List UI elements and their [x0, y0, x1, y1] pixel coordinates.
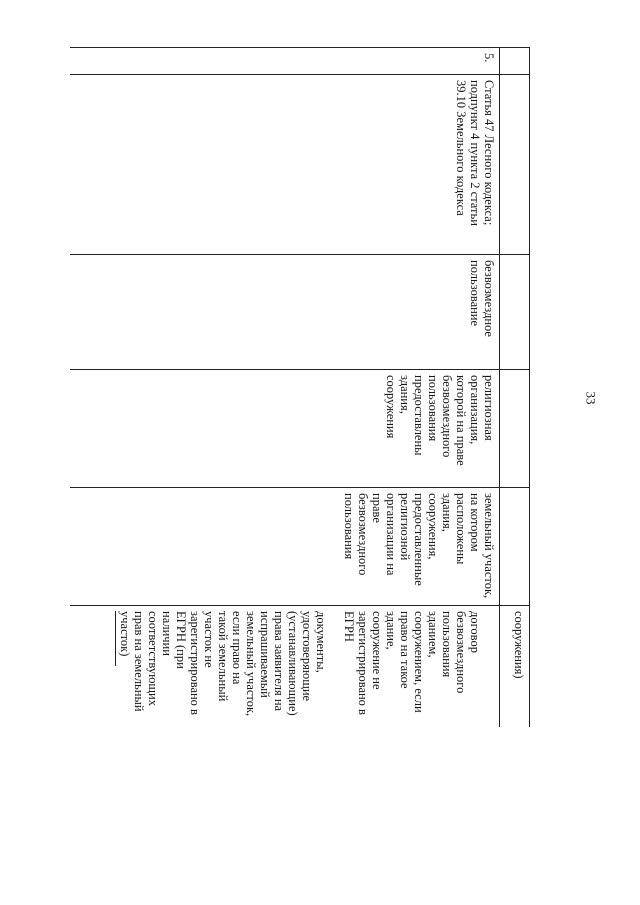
cell-empty: [500, 488, 530, 606]
table-frame: [70, 47, 530, 727]
table-row: [70, 48, 500, 728]
cell-docs-continued: сооружения): [500, 606, 530, 728]
underline-divider: [115, 611, 116, 666]
page-number: 33: [583, 391, 599, 405]
cell-empty: [500, 75, 530, 255]
table-row-top: [500, 48, 530, 728]
legal-basis-cell: Статья 47 Лесного кодекса; подпункт 4 пункта 2 статьи 39.10 Земельного кодекса: [70, 75, 500, 255]
applicant-cell: религиозная организация, которой на праве безвозмездного пользования предоставлены здания, сооружения: [70, 370, 500, 488]
cell-empty: [500, 255, 530, 370]
documents-text: договор безвозмездного пользования зданием, сооружением, если право на такое здание, сооружение не зарегистрировано в ЕГРН документы, удостоверяющие (устанавливающие) права заявителя на испрашиваемый земельный участок, если право на такой земельный участок не зарегистрировано в ЕГРН (при наличии соответствующих прав на земельный участок): [118, 611, 482, 717]
right-type-cell: безвозмездное пользование: [70, 255, 500, 370]
land-rights-table: [70, 47, 530, 727]
documents-cell: [70, 606, 500, 728]
cell-empty: [500, 370, 530, 488]
land-plot-cell: земельный участок, на котором расположены здания, сооружения, предоставленные религиозной организации на праве безвозмездного пользования: [70, 488, 500, 606]
cell-empty: [500, 48, 530, 75]
row-number: 5.: [70, 48, 500, 75]
